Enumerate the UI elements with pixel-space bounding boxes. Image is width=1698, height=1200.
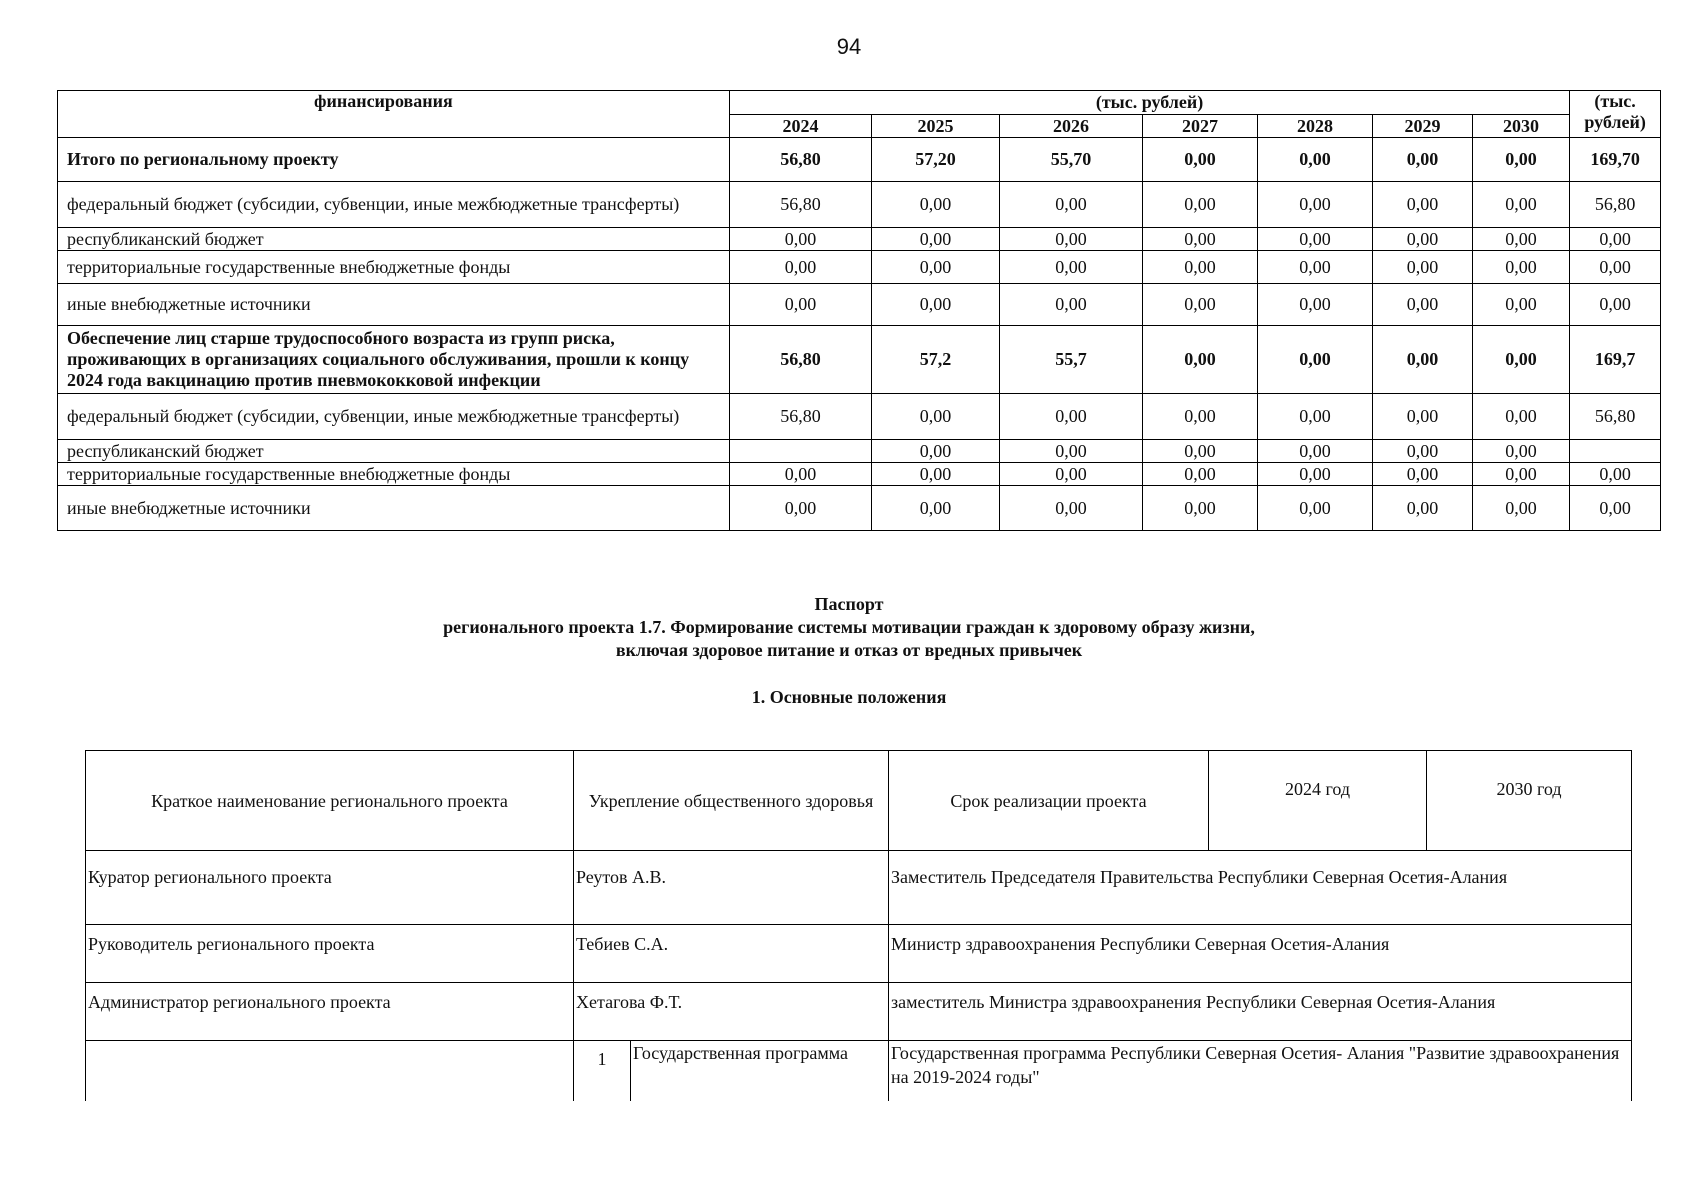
value-cell-2030: 0,00 — [1473, 463, 1570, 486]
value-cell-2028: 0,00 — [1258, 394, 1373, 440]
header-financing-source: финансирования — [58, 91, 730, 138]
total-cell: 0,00 — [1570, 228, 1661, 251]
table-row — [58, 228, 1661, 251]
total-cell: 0,00 — [1570, 486, 1661, 531]
value-cell-2029: 0,00 — [1373, 440, 1473, 463]
value-cell-2029: 0,00 — [1373, 182, 1473, 228]
value-cell-2027: 0,00 — [1143, 463, 1258, 486]
total-cell: 0,00 — [1570, 463, 1661, 486]
value-cell-2027: 0,00 — [1143, 326, 1258, 394]
table-row — [58, 284, 1661, 326]
value-cell-2024: 56,80 — [730, 182, 872, 228]
total-cell: 0,00 — [1570, 251, 1661, 284]
value-cell-2026: 0,00 — [1000, 440, 1143, 463]
table-row — [58, 463, 1661, 486]
value-cell-2028: 0,00 — [1258, 440, 1373, 463]
value-cell-2029: 0,00 — [1373, 251, 1473, 284]
value-cell-2025: 0,00 — [872, 463, 1000, 486]
admin-position: заместитель Министра здравоохранения Республики Северная Осетия-Алания — [889, 983, 1632, 1041]
year-header-2029: 2029 — [1373, 115, 1473, 138]
program-row-label — [86, 1041, 574, 1101]
value-cell-2030: 0,00 — [1473, 394, 1570, 440]
passport-line-2: включая здоровое питание и отказ от вредных привычек — [615, 640, 1083, 660]
year-header-2024: 2024 — [730, 115, 872, 138]
value-cell-2024 — [730, 440, 872, 463]
head-position: Министр здравоохранения Республики Северная Осетия-Алания — [889, 925, 1632, 983]
value-cell-2025: 0,00 — [872, 284, 1000, 326]
short-name-value: Укрепление общественного здоровья — [574, 751, 889, 851]
year-header-2030: 2030 — [1473, 115, 1570, 138]
program-name: Государственная программа Республики Северная Осетия- Алания "Развитие здравоохранения на 2019-2024 годы" — [889, 1041, 1632, 1101]
value-cell-2029: 0,00 — [1373, 394, 1473, 440]
section-title: 1. Основные положения — [751, 687, 947, 707]
value-cell-2024: 56,80 — [730, 138, 872, 182]
value-cell-2028: 0,00 — [1258, 284, 1373, 326]
value-cell-2029: 0,00 — [1373, 138, 1473, 182]
row-label: иные внебюджетные источники — [58, 284, 730, 326]
row-label: иные внебюджетные источники — [58, 486, 730, 531]
value-cell-2025: 0,00 — [872, 394, 1000, 440]
value-cell-2024: 56,80 — [730, 394, 872, 440]
header-total-unit: (тыс. рублей) — [1570, 91, 1661, 138]
row-label: республиканский бюджет — [58, 228, 730, 251]
value-cell-2024: 0,00 — [730, 463, 872, 486]
value-cell-2026: 0,00 — [1000, 228, 1143, 251]
head-label: Руководитель регионального проекта — [86, 925, 574, 983]
value-cell-2026: 0,00 — [1000, 486, 1143, 531]
financing-table — [57, 90, 1661, 531]
value-cell-2024: 0,00 — [730, 284, 872, 326]
value-cell-2030: 0,00 — [1473, 251, 1570, 284]
curator-row — [86, 851, 1632, 925]
value-cell-2027: 0,00 — [1143, 394, 1258, 440]
value-cell-2027: 0,00 — [1143, 182, 1258, 228]
value-cell-2029: 0,00 — [1373, 228, 1473, 251]
table-row — [58, 326, 1661, 394]
table-row — [58, 486, 1661, 531]
total-cell: 169,7 — [1570, 326, 1661, 394]
value-cell-2027: 0,00 — [1143, 440, 1258, 463]
value-cell-2024: 0,00 — [730, 251, 872, 284]
program-number: 1 — [574, 1041, 631, 1101]
term-start: 2024 год — [1209, 751, 1427, 851]
total-cell: 0,00 — [1570, 284, 1661, 326]
value-cell-2028: 0,00 — [1258, 326, 1373, 394]
value-cell-2028: 0,00 — [1258, 486, 1373, 531]
financing-table-body — [58, 138, 1661, 531]
value-cell-2025: 0,00 — [872, 251, 1000, 284]
value-cell-2025: 0,00 — [872, 440, 1000, 463]
value-cell-2028: 0,00 — [1258, 228, 1373, 251]
row-label: Обеспечение лиц старше трудоспособного возраста из групп риска, проживающих в организациях социального обслуживания, прошли к концу 2024 года вакцинацию против пневмококковой инфекции — [58, 326, 730, 394]
value-cell-2029: 0,00 — [1373, 463, 1473, 486]
value-cell-2029: 0,00 — [1373, 486, 1473, 531]
total-cell: 56,80 — [1570, 182, 1661, 228]
value-cell-2030: 0,00 — [1473, 326, 1570, 394]
row-label: федеральный бюджет (субсидии, субвенции, иные межбюджетные трансферты) — [58, 182, 730, 228]
value-cell-2028: 0,00 — [1258, 251, 1373, 284]
curator-position: Заместитель Председателя Правительства Республики Северная Осетия-Алания — [889, 851, 1632, 925]
basic-provisions-table — [85, 750, 1632, 1101]
head-name: Тебиев С.А. — [574, 925, 889, 983]
value-cell-2025: 57,2 — [872, 326, 1000, 394]
admin-name: Хетагова Ф.Т. — [574, 983, 889, 1041]
value-cell-2026: 0,00 — [1000, 182, 1143, 228]
value-cell-2025: 0,00 — [872, 486, 1000, 531]
table-row — [58, 394, 1661, 440]
value-cell-2024: 56,80 — [730, 326, 872, 394]
term-end: 2030 год — [1427, 751, 1632, 851]
value-cell-2029: 0,00 — [1373, 326, 1473, 394]
curator-label: Куратор регионального проекта — [86, 851, 574, 925]
value-cell-2026: 0,00 — [1000, 251, 1143, 284]
table-row — [58, 182, 1661, 228]
value-cell-2026: 0,00 — [1000, 394, 1143, 440]
value-cell-2030: 0,00 — [1473, 228, 1570, 251]
header-years-unit: (тыс. рублей) — [730, 91, 1570, 115]
table-row — [58, 440, 1661, 463]
value-cell-2030: 0,00 — [1473, 182, 1570, 228]
value-cell-2025: 0,00 — [872, 182, 1000, 228]
value-cell-2027: 0,00 — [1143, 138, 1258, 182]
value-cell-2028: 0,00 — [1258, 138, 1373, 182]
short-name-row — [86, 751, 1632, 851]
year-header-2028: 2028 — [1258, 115, 1373, 138]
value-cell-2027: 0,00 — [1143, 284, 1258, 326]
program-type: Государственная программа — [631, 1041, 889, 1101]
value-cell-2025: 57,20 — [872, 138, 1000, 182]
short-name-label: Краткое наименование регионального проекта — [86, 751, 574, 851]
value-cell-2030: 0,00 — [1473, 486, 1570, 531]
value-cell-2030: 0,00 — [1473, 284, 1570, 326]
value-cell-2025: 0,00 — [872, 228, 1000, 251]
value-cell-2026: 55,7 — [1000, 326, 1143, 394]
row-label: территориальные государственные внебюджетные фонды — [58, 463, 730, 486]
value-cell-2027: 0,00 — [1143, 251, 1258, 284]
term-label: Срок реализации проекта — [889, 751, 1209, 851]
total-cell: 169,70 — [1570, 138, 1661, 182]
admin-row — [86, 983, 1632, 1041]
value-cell-2024: 0,00 — [730, 486, 872, 531]
row-label: республиканский бюджет — [58, 440, 730, 463]
value-cell-2024: 0,00 — [730, 228, 872, 251]
value-cell-2028: 0,00 — [1258, 463, 1373, 486]
table-row — [58, 251, 1661, 284]
total-cell — [1570, 440, 1661, 463]
admin-label: Администратор регионального проекта — [86, 983, 574, 1041]
table-row — [58, 138, 1661, 182]
head-row — [86, 925, 1632, 983]
row-label: федеральный бюджет (субсидии, субвенции, иные межбюджетные трансферты) — [58, 394, 730, 440]
year-header-2026: 2026 — [1000, 115, 1143, 138]
passport-heading — [0, 593, 1698, 662]
program-row — [86, 1041, 1632, 1101]
year-header-2027: 2027 — [1143, 115, 1258, 138]
value-cell-2030: 0,00 — [1473, 138, 1570, 182]
value-cell-2027: 0,00 — [1143, 228, 1258, 251]
year-header-2025: 2025 — [872, 115, 1000, 138]
curator-name: Реутов А.В. — [574, 851, 889, 925]
value-cell-2028: 0,00 — [1258, 182, 1373, 228]
row-label: территориальные государственные внебюджетные фонды — [58, 251, 730, 284]
value-cell-2027: 0,00 — [1143, 486, 1258, 531]
value-cell-2026: 55,70 — [1000, 138, 1143, 182]
value-cell-2030: 0,00 — [1473, 440, 1570, 463]
value-cell-2029: 0,00 — [1373, 284, 1473, 326]
passport-line-1: регионального проекта 1.7. Формирование системы мотивации граждан к здоровому образу жизни, — [443, 617, 1255, 637]
value-cell-2026: 0,00 — [1000, 463, 1143, 486]
value-cell-2026: 0,00 — [1000, 284, 1143, 326]
passport-title: Паспорт — [814, 594, 884, 614]
row-label: Итого по региональному проекту — [58, 138, 730, 182]
total-cell: 56,80 — [1570, 394, 1661, 440]
page-number: 94 — [836, 34, 862, 59]
